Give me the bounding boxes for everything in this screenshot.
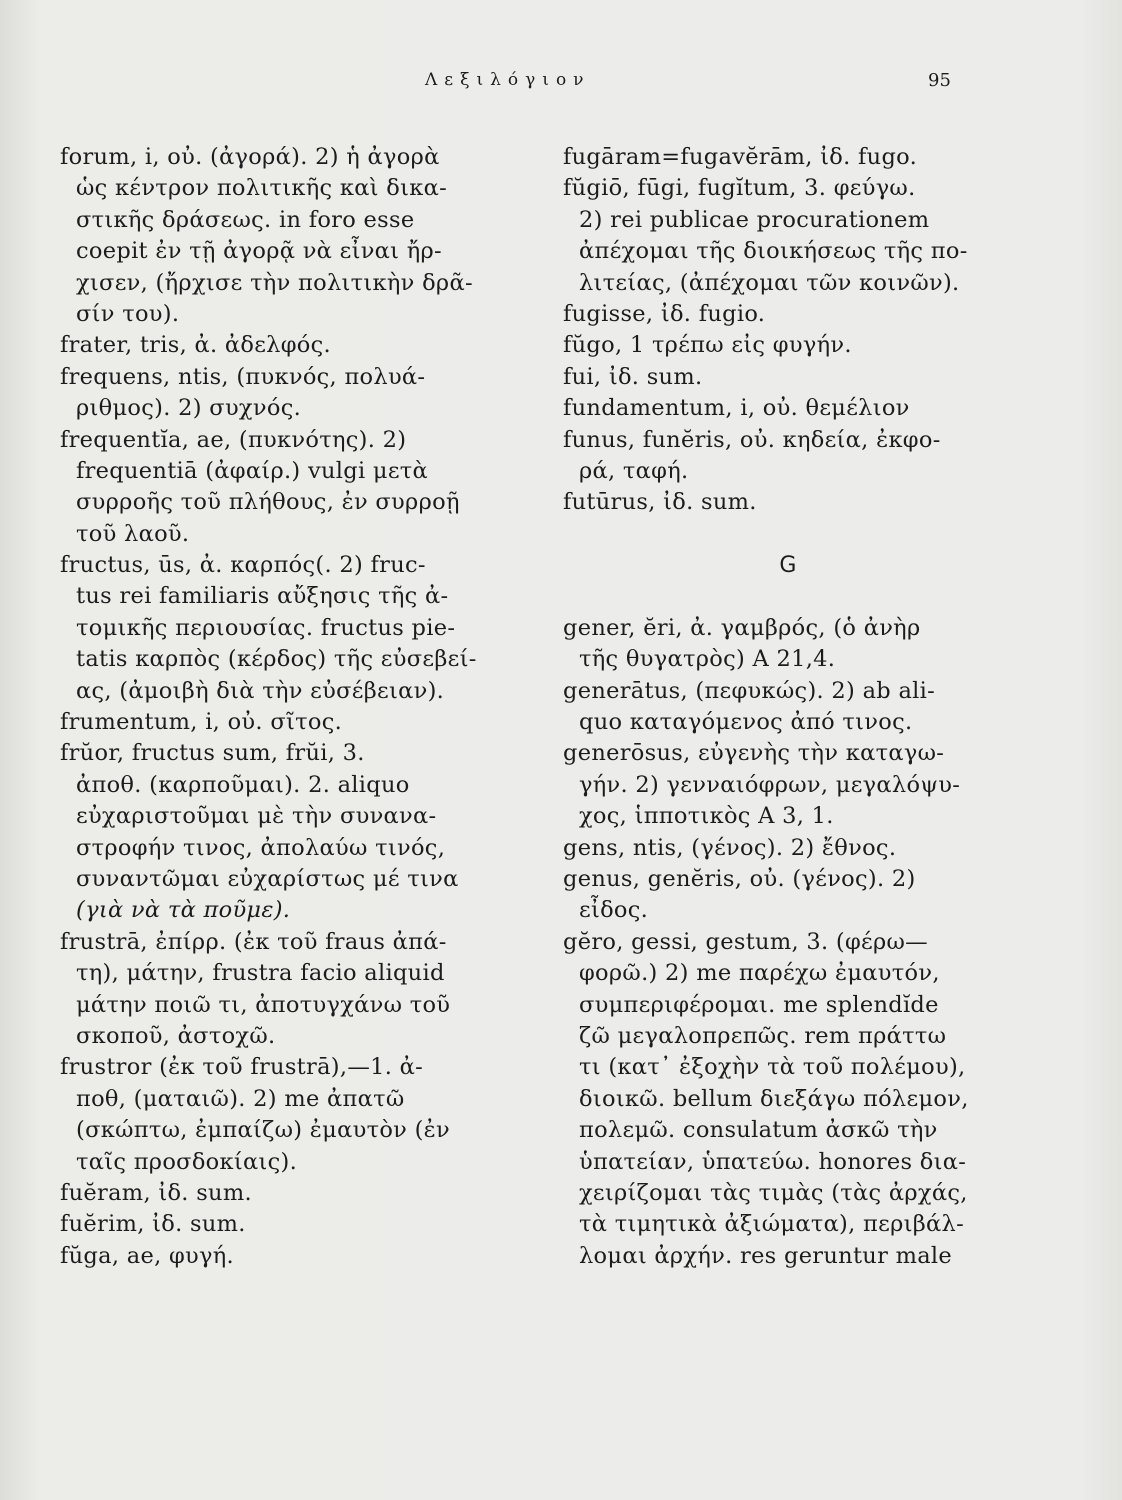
entry-headword-line: fugisse, ἰδ. fugio. [563,300,766,327]
entry-continuation-line: τοῦ λαοῦ. [76,520,190,547]
entry-continuation-line: ὑπατείαν, ὑπατεύω. honores δια- [579,1148,967,1175]
entry-continuation-line: σίν του). [76,300,180,327]
entry-continuation-line: λομαι ἀρχήν. res geruntur male [579,1242,953,1269]
entry-headword-line: funus, funĕris, οὐ. κηδεία, ἐκφο- [563,426,941,453]
entry-continuation-line: συμπεριφέρομαι. me splendĭde [579,991,939,1018]
entry-continuation-line: quo καταγόμενος ἀπό τινος. [579,709,913,736]
entry-headword-line: frustror (ἐκ τοῦ frustrā),—1. ἀ- [60,1054,424,1081]
entry-headword-line: gĕro, gessi, gestum, 3. (φέρω— [563,928,928,955]
entry-continuation-line: ζῶ μεγαλοπρεπῶς. rem πράττω [579,1022,947,1049]
entry-headword-line: gener, ĕri, ἀ. γαμβρός, (ὁ ἀνὴρ [563,614,921,641]
entry-headword-line: frŭor, fructus sum, frŭi, 3. [60,740,365,767]
entry-continuation-line: (σκώπτω, ἐμπαίζω) ἐμαυτὸν (ἐν [76,1117,451,1144]
entry-headword-line: fŭgo, 1 τρέπω εἰς φυγήν. [563,332,852,359]
entry-continuation-line: χος, ἱπποτικὸς Α 3, 1. [579,803,834,830]
entry-continuation-line: τη), μάτην, frustra facio aliquid [76,960,445,987]
entry-continuation-line: στροφήν τινος, ἀπολαύω τινός, [76,834,446,861]
entry-headword-line: frustrā, ἐπίρρ. (ἐκ τοῦ fraus ἀπά- [60,928,447,955]
entry-continuation-line: ποθ, (ματαιῶ). 2) me ἀπατῶ [76,1085,405,1112]
entry-headword-line: fundamentum, i, οὐ. θεμέλιον [563,395,910,422]
page-title: Λεξιλόγιον [425,70,591,90]
entry-continuation-line: coepit ἐν τῇ ἀγορᾷ νὰ εἶναι ἤρ- [76,238,442,265]
entry-continuation-line: λιτείας, (ἀπέχομαι τῶν κοινῶν). [579,269,960,296]
entry-continuation-line: στικῆς δράσεως. in foro esse [76,206,415,233]
entry-continuation-line: συρροῆς τοῦ πλήθους, ἐν συρροῇ [76,489,460,516]
entry-headword-line: generōsus, εὐγενὴς τὴν καταγω- [563,740,945,767]
entry-continuation-line: εἶδος. [579,897,649,924]
entry-headword-line: fructus, ūs, ἀ. καρπός(. 2) fruc- [60,552,426,579]
entry-headword-line: fŭga, ae, φυγή. [60,1242,234,1269]
entry-continuation-line: ριθμος). 2) συχνός. [76,395,302,422]
entry-continuation-line: τῆς θυγατρὸς) Α 21,4. [579,646,836,673]
entry-continuation-line: ας, (ἀμοιβὴ διὰ τὴν εὐσέβειαν). [76,677,445,704]
entry-headword-line: fuĕrim, ἰδ. sum. [60,1211,246,1238]
entry-headword-line: futūrus, ἰδ. sum. [563,489,757,516]
entry-continuation-line: ἀπέχομαι τῆς διοικήσεως τῆς πο- [579,238,968,265]
entry-headword-line: genus, genĕris, οὐ. (γένος). 2) [563,865,916,892]
entry-headword-line: fui, ἰδ. sum. [563,363,703,390]
entry-continuation-line: πολεμῶ. consulatum ἀσκῶ τὴν [579,1117,938,1144]
entry-headword-line: frumentum, i, οὐ. σῖτος. [60,709,343,736]
entry-continuation-line: frequentiā (ἀφαίρ.) vulgi μετὰ [76,457,429,484]
entry-continuation-line: τομικῆς περιουσίας. fructus pie- [76,614,456,641]
entry-continuation-line: ταῖς προσδοκίαις). [76,1148,298,1175]
entry-headword-line: forum, i, οὐ. (ἀγορά). 2) ἡ ἀγορὰ [60,144,440,170]
entry-headword-line: frequens, ntis, (πυκνός, πολυά- [60,363,426,390]
entry-continuation-line: ἀποθ. (καρποῦμαι). 2. aliquo [76,771,410,798]
entry-continuation-line: χειρίζομαι τὰς τιμὰς (τὰς ἀρχάς, [579,1179,968,1206]
entry-continuation-line: tatis καρπὸς (κέρδος) τῆς εὐσεβεί- [76,646,477,673]
entry-continuation-line: διοικῶ. bellum διεξάγω πόλεμον, [579,1085,969,1112]
section-letter: G [779,553,797,579]
entry-headword-line: fugāram=fugavĕrām, ἰδ. fugo. [563,144,918,170]
left-column [60,142,538,1272]
entry-headword-line: gens, ntis, (γένος). 2) ἔθνος. [563,834,897,861]
entry-continuation-line: tus rei familiaris αὔξησις τῆς ἀ- [76,583,449,610]
entry-continuation-line: 2) rei publicae procurationem [579,206,930,233]
entry-continuation-line: γήν. 2) γενναιόφρων, μεγαλόψυ- [579,771,961,798]
entry-headword-line: frequentĭa, ae, (πυκνότης). 2) [60,426,407,453]
entry-continuation-line: ρά, ταφή. [579,457,689,484]
page-number: 95 [928,70,951,91]
entry-continuation-line: τι (κατ᾿ ἐξοχὴν τὰ τοῦ πολέμου), [579,1054,966,1081]
entry-continuation-line: εὐχαριστοῦμαι μὲ τὴν συνανα- [76,803,437,830]
blank-line [563,581,1013,612]
entry-headword-line: frater, tris, ἀ. ἀδελφός. [60,332,331,359]
entry-headword-line: fŭgiō, fūgi, fugĭtum, 3. φεύγω. [563,175,916,202]
entry-continuation-line: τὰ τιμητικὰ ἀξιώματα), περιβάλ- [579,1211,964,1238]
entry-headword-line: generātus, (πεφυκώς). 2) ab ali- [563,677,936,704]
blank-line [563,519,1013,550]
entry-continuation-line: (γιὰ νὰ τὰ ποῦμε). [76,897,291,924]
running-head [0,70,1122,100]
entry-continuation-line: ὡς κέντρον πολιτικῆς καὶ δικα- [76,175,447,202]
right-column [563,142,1013,1272]
entry-headword-line: fuĕram, ἰδ. sum. [60,1179,252,1206]
entry-continuation-line: χισεν, (ἤρχισε τὴν πολιτικὴν δρᾶ- [76,269,473,296]
entry-continuation-line: συναντῶμαι εὐχαρίστως μέ τινα [76,865,459,892]
entry-continuation-line: μάτην ποιῶ τι, ἀποτυγχάνω τοῦ [76,991,451,1018]
entry-continuation-line: φορῶ.) 2) me παρέχω ἐμαυτόν, [579,960,940,987]
entry-continuation-line: σκοποῦ, ἀστοχῶ. [76,1022,276,1049]
